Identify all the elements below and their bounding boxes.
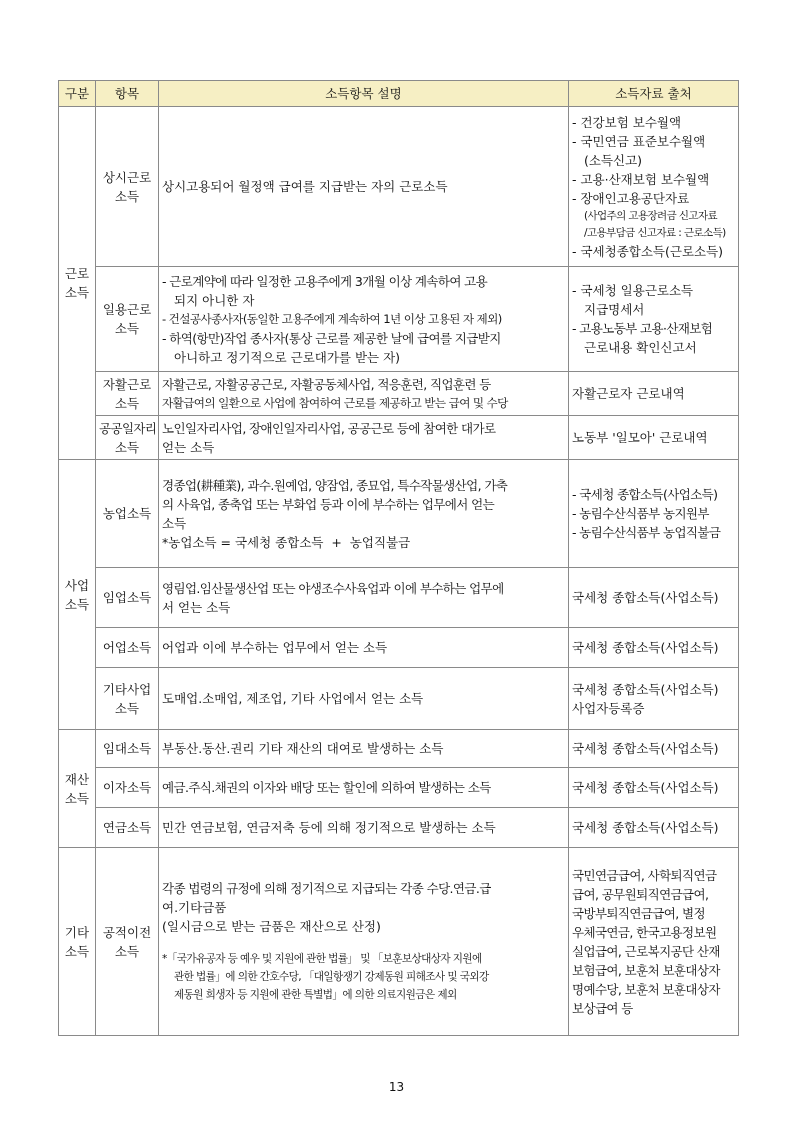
description-daily-labor: - 근로계약에 따라 일정한 고용주에게 3개월 이상 계속하여 고용 되지 아니한 자 - 건설공사종사자(동일한 고용주에게 계속하여 1년 이상 고용된 자 제외) - 하역(항만)작업 종사자(통상 근로를 제공한 날에 급여를 지급받지 아니하고 정기적으로 근로대가를 받는 자) (159, 267, 569, 372)
description-interest: 예금.주식.채권의 이자와 배당 또는 할인에 의하여 발생하는 소득 (159, 768, 569, 808)
category-business: 사업 소득 (59, 460, 96, 730)
source-public-transfer: 국민연금급여, 사학퇴직연금 급여, 공무원퇴직연금급여, 국방부퇴직연금급여, 별정 우체국연금, 한국고용정보원 실업급여, 근로복지공단 산재 보험급여, 보훈처 보훈대상자 명예수당, 보훈처 보훈대상자 보상급여 등 (569, 848, 739, 1036)
category-labor: 근로 소득 (59, 107, 96, 460)
header-description: 소득항목 설명 (159, 81, 569, 107)
page-number: 13 (388, 1080, 405, 1094)
source-selfsupport-labor: 자활근로자 근로내역 (569, 372, 739, 416)
source-farming: - 국세청 종합소득(사업소득) - 농림수산식품부 농지원부 - 농림수산식품부 농업직불금 (569, 460, 739, 568)
source-fishery: 국세청 종합소득(사업소득) (569, 628, 739, 668)
source-interest: 국세청 종합소득(사업소득) (569, 768, 739, 808)
item-forestry: 임업소득 (96, 568, 159, 628)
item-regular-labor: 상시근로 소득 (96, 107, 159, 267)
category-other: 기타 소득 (59, 848, 96, 1036)
source-other-business: 국세청 종합소득(사업소득) 사업자등록증 (569, 668, 739, 730)
description-farming: 경종업(耕種業), 과수.원예업, 양잠업, 종묘업, 특수작물생산업, 가축 의 사육업, 종축업 또는 부화업 등과 이에 부수하는 업무에서 얻는 소득 *농업소득 = 국세청 종합소득 + 농업직불금 (159, 460, 569, 568)
income-items-table (58, 80, 739, 1036)
table-row (59, 768, 739, 808)
header-item: 항목 (96, 81, 159, 107)
source-rental: 국세청 종합소득(사업소득) (569, 730, 739, 768)
item-selfsupport-labor: 자활근로 소득 (96, 372, 159, 416)
source-pension: 국세청 종합소득(사업소득) (569, 808, 739, 848)
table-row (59, 730, 739, 768)
item-rental: 임대소득 (96, 730, 159, 768)
table-row (59, 460, 739, 568)
description-public-transfer: 각종 법령의 규정에 의해 정기적으로 지급되는 각종 수당.연금.급 여.기타금품 (일시금으로 받는 금품은 재산으로 산정) *「국가유공자 등 예우 및 지원에 관한 법률」 및 「보훈보상대상자 지원에 관한 법률」에 의한 간호수당, 「대일항쟁기 강제동원 피해조사 및 국외강 제동원 희생자 등 지원에 관한 특별법」에 의한 의료지원금은 제외 (159, 848, 569, 1036)
item-farming: 농업소득 (96, 460, 159, 568)
source-daily-labor: - 국세청 일용근로소득 지급명세서 - 고용노동부 고용·산재보험 근로내용 확인신고서 (569, 267, 739, 372)
description-public-jobs: 노인일자리사업, 장애인일자리사업, 공공근로 등에 참여한 대가로 얻는 소득 (159, 416, 569, 460)
item-public-jobs: 공공일자리 소득 (96, 416, 159, 460)
source-forestry: 국세청 종합소득(사업소득) (569, 568, 739, 628)
description-fishery: 어업과 이에 부수하는 업무에서 얻는 소득 (159, 628, 569, 668)
item-daily-labor: 일용근로 소득 (96, 267, 159, 372)
header-row (59, 81, 739, 107)
header-source: 소득자료 출처 (569, 81, 739, 107)
table-row (59, 416, 739, 460)
description-pension: 민간 연금보험, 연금저축 등에 의해 정기적으로 발생하는 소득 (159, 808, 569, 848)
table-row (59, 668, 739, 730)
item-public-transfer: 공적이전 소득 (96, 848, 159, 1036)
table-row (59, 267, 739, 372)
header-category: 구분 (59, 81, 96, 107)
table-row (59, 848, 739, 1036)
table-row (59, 372, 739, 416)
table-row (59, 568, 739, 628)
description-selfsupport-labor: 자활근로, 자활공공근로, 자활공동체사업, 적응훈련, 직업훈련 등 자활급여의 일환으로 사업에 참여하여 근로를 제공하고 받는 급여 및 수당 (159, 372, 569, 416)
description-regular-labor: 상시고용되어 월정액 급여를 지급받는 자의 근로소득 (159, 107, 569, 267)
source-regular-labor: - 건강보험 보수월액 - 국민연금 표준보수월액 (소득신고) - 고용·산재보험 보수월액 - 장애인고용공단자료 (사업주의 고용장려금 신고자료 /고용부담금 신고자료 : 근로소득) - 국세청종합소득(근로소득) (569, 107, 739, 267)
item-fishery: 어업소득 (96, 628, 159, 668)
description-forestry: 영림업.임산물생산업 또는 야생조수사육업과 이에 부수하는 업무에 서 얻는 소득 (159, 568, 569, 628)
item-interest: 이자소득 (96, 768, 159, 808)
category-property: 재산 소득 (59, 730, 96, 848)
item-other-business: 기타사업 소득 (96, 668, 159, 730)
table-row (59, 808, 739, 848)
description-other-business: 도매업.소매업, 제조업, 기타 사업에서 얻는 소득 (159, 668, 569, 730)
source-public-jobs: 노동부 '일모아' 근로내역 (569, 416, 739, 460)
table-row (59, 628, 739, 668)
description-rental: 부동산.동산.권리 기타 재산의 대여로 발생하는 소득 (159, 730, 569, 768)
table-row (59, 107, 739, 267)
item-pension: 연금소득 (96, 808, 159, 848)
